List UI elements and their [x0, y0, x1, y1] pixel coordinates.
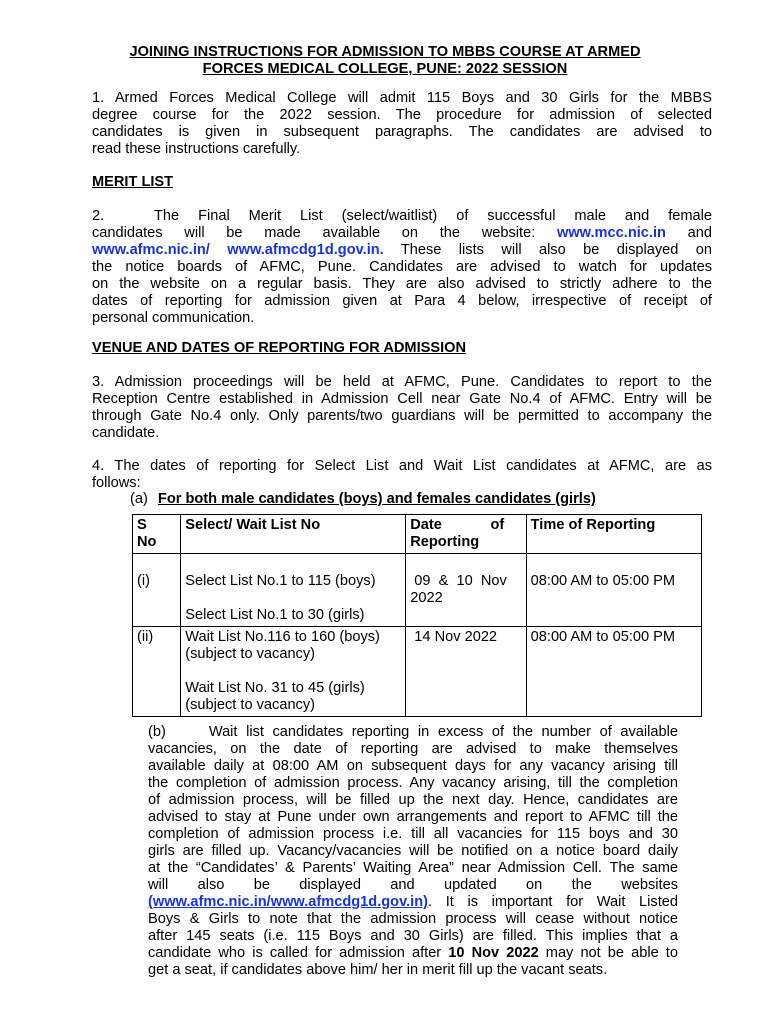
- para1-line: degree course for the 2022 session. The procedure for admission of selected: [92, 107, 712, 123]
- para2-line-2: [92, 225, 712, 242]
- subb-line: at the “Candidates’ & Parents’ Waiting Area” near Admission Cell. The same: [148, 860, 678, 876]
- subb-line: completion of admission process i.e. till all vacancies for 115 boys and 30: [148, 826, 678, 842]
- subb-text: . It is important for Wait Listed: [428, 894, 678, 910]
- table-header-row: [133, 515, 702, 554]
- header-text: Date of: [410, 517, 505, 533]
- cell-text: (subject to vacancy): [185, 646, 316, 662]
- paragraph-1: [92, 90, 712, 158]
- para3-line: Reception Centre established in Admission Cell near Gate No.4 of AFMC. Entry will be: [92, 391, 712, 407]
- para2-line: the notice boards of AFMC, Pune. Candidates are advised to watch for updates: [92, 259, 712, 275]
- header-date: [406, 515, 526, 554]
- afmc-links[interactable]: www.afmc.nic.in/ www.afmcdg1d.gov.in.: [92, 242, 384, 258]
- afmc-websites-link[interactable]: (www.afmc.nic.in/www.afmcdg1d.gov.in): [148, 894, 429, 910]
- cutoff-date: 10 Nov 2022: [448, 945, 539, 961]
- subb-line: advised to stay at Pune under own arrangements and report to AFMC till the: [148, 809, 678, 825]
- para2-text: These lists will also be displayed on: [383, 242, 712, 258]
- para2-line: on the website on a regular basis. They are also advised to strictly adhere to the: [92, 276, 712, 292]
- cell-text: Wait List No.116 to 160 (boys): [185, 629, 380, 645]
- cell-text: Select List No.1 to 30 (girls): [185, 607, 365, 623]
- row2-list: [181, 627, 406, 717]
- merit-list-heading: MERIT LIST: [92, 174, 174, 190]
- table-row: [133, 554, 702, 627]
- cell-text: 09 & 10 Nov: [410, 573, 507, 589]
- table-row: [133, 627, 702, 717]
- paragraph-3: [92, 374, 712, 442]
- para2-line: personal communication.: [92, 310, 255, 326]
- para2-text: The Final Merit List (select/waitlist) of successful male and female: [154, 208, 712, 224]
- row1-sno: (i): [133, 554, 181, 627]
- reporting-schedule-table: [132, 514, 702, 717]
- subb-line: of admission process, will be filled up the next day. Hence, candidates are: [148, 792, 678, 808]
- paragraph-2: [92, 208, 712, 327]
- para1-line: 1. Armed Forces Medical College will admit 115 Boys and 30 Girls for the MBBS: [92, 90, 712, 106]
- header-text: S: [137, 517, 147, 533]
- sub-para-a-heading: [130, 491, 596, 508]
- para3-line: through Gate No.4 only. Only parents/two guardians will be permitted to accompany the: [92, 408, 712, 424]
- para2-number: 2.: [92, 208, 105, 224]
- header-sno: [133, 515, 181, 554]
- para2-text: candidates will be made available on the website:: [92, 225, 557, 241]
- row2-sno: (ii): [133, 627, 181, 717]
- paragraph-4: [92, 458, 712, 492]
- subb-line: the completion of admission process. Any vacancy arising, till the completion: [148, 775, 678, 791]
- subb-line: (b) Wait list candidates reporting in excess of the number of available: [148, 724, 678, 740]
- title-line-2: FORCES MEDICAL COLLEGE, PUNE: 2022 SESSION: [202, 61, 568, 77]
- row2-date: [406, 627, 526, 717]
- cell-text: Wait List No. 31 to 45 (girls): [185, 680, 365, 696]
- para3-line: candidate.: [92, 425, 160, 441]
- spacer: [185, 663, 401, 680]
- spacer: [185, 590, 401, 607]
- cell-text: 2022: [410, 590, 443, 606]
- para3-line: 3. Admission proceedings will be held at AFMC, Pune. Candidates to report to the: [92, 374, 712, 390]
- header-text: No: [137, 534, 157, 550]
- header-time: Time of Reporting: [526, 515, 701, 554]
- subb-line: Boys & Girls to note that the admission process will cease without notice: [148, 911, 678, 927]
- subb-line: girls are filled up. Vacancy/vacancies will be notified on a notice board daily: [148, 843, 678, 859]
- subb-line: get a seat, if candidates above him/ her in merit fill up the vacant seats.: [148, 962, 608, 978]
- header-list: Select/ Wait List No: [181, 515, 406, 554]
- para4-line: 4. The dates of reporting for Select List and Wait List candidates at AFMC, are as: [92, 458, 712, 474]
- venue-heading: VENUE AND DATES OF REPORTING FOR ADMISSION: [92, 340, 467, 356]
- subb-line: available daily at 08:00 AM on subsequent days for any vacancy arising till: [148, 758, 678, 774]
- row2-time: 08:00 AM to 05:00 PM: [526, 627, 701, 717]
- para2-line-1: [92, 208, 712, 225]
- cell-text: 14 Nov 2022: [410, 629, 498, 645]
- para2-line-3: [92, 242, 712, 259]
- subb-line: will also be displayed and updated on the websites: [148, 877, 678, 893]
- para2-text: and: [665, 225, 713, 241]
- sub-a-title: For both male candidates (boys) and females candidates (girls): [157, 491, 596, 507]
- header-text: Reporting: [410, 534, 480, 550]
- subb-text: may not be able to: [538, 945, 678, 961]
- sub-para-b: [148, 724, 678, 979]
- para1-line: read these instructions carefully.: [92, 141, 301, 157]
- subb-line: vacancies, on the date of reporting are advised to make themselves: [148, 741, 678, 757]
- subb-text: candidate who is called for admission after: [148, 945, 449, 961]
- cell-text: (subject to vacancy): [185, 697, 316, 713]
- para1-line: candidates is given in subsequent paragraphs. The candidates are advised to: [92, 124, 712, 140]
- cell-text: Select List No.1 to 115 (boys): [185, 573, 376, 589]
- title-line-1: JOINING INSTRUCTIONS FOR ADMISSION TO MBBS COURSE AT ARMED: [129, 44, 641, 60]
- subb-line: [148, 894, 678, 911]
- row1-date: [406, 554, 526, 627]
- row1-list: [181, 554, 406, 627]
- row1-time: 08:00 AM to 05:00 PM: [526, 554, 701, 627]
- mcc-link[interactable]: www.mcc.nic.in: [556, 225, 666, 241]
- subb-line: after 145 seats (i.e. 115 Boys and 30 Girls) are filled. This implies that a: [148, 928, 678, 944]
- para2-line: dates of reporting for admission given at Para 4 below, irrespective of receipt of: [92, 293, 712, 309]
- page-title: [60, 44, 710, 78]
- subb-line: [148, 945, 678, 962]
- sub-a-label: (a): [130, 491, 148, 507]
- para4-line: follows:: [92, 475, 141, 491]
